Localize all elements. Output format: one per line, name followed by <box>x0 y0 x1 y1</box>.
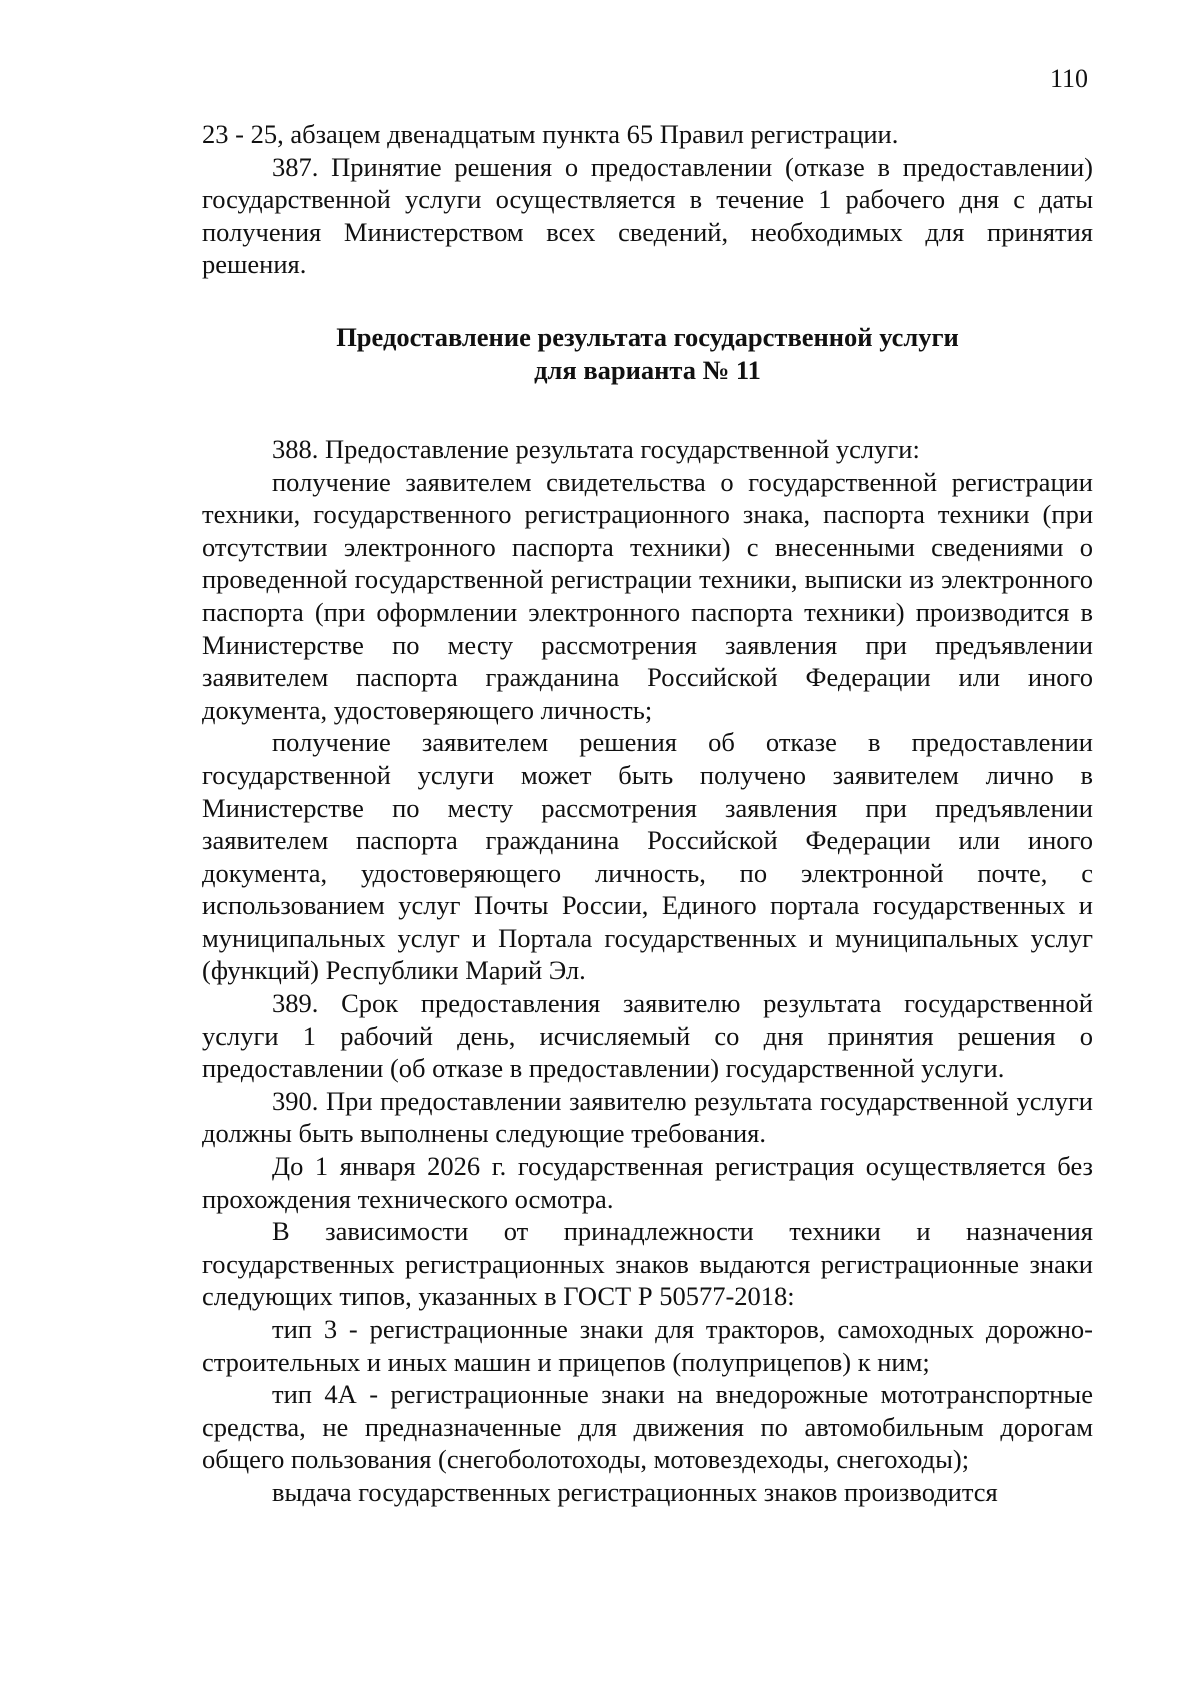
paragraph-387: 387. Принятие решения о предоставлении (отказе в предоставлении) государственной услуги осуществляется в течение 1 рабочего дня с даты получения Министерством всех сведений, необходимых для принятия решения. <box>202 151 1093 280</box>
paragraph-issuance: выдача государственных регистрационных знаков производится <box>272 1476 998 1507</box>
paragraph-388-item-refusal: получение заявителем решения об отказе в предоставлении государственной услуги может быть получено заявителем лично в Министерстве по месту рассмотрения заявления при предъявлении заявителем паспорта гражданина Российской Федерации или иного документа, удостоверяющего личность, по электронной почте, с использованием услуг Почты России, Единого портала государственных и муниципальных услуг и Портала государственных и муниципальных услуг (функций) Республики Марий Эл. <box>202 727 1093 986</box>
paragraph-388: 388. Предоставление результата государственной услуги: <box>272 433 920 464</box>
page-number: 110 <box>1049 64 1088 93</box>
paragraph-type-3: тип 3 - регистрационные знаки для тракторов, самоходных дорожно-строительных и иных машин и прицепов (полуприцепов) к ним; <box>202 1314 1093 1377</box>
paragraph-388-item-certificate: получение заявителем свидетельства о государственной регистрации техники, государственного регистрационного знака, паспорта техники (при отсутствии электронного паспорта техники) с внесенными сведениями о проведенной государственной регистрации техники, выписки из электронного паспорта (при оформлении электронного паспорта техники) производится в Министерстве по месту рассмотрения заявления при предъявлении заявителем паспорта гражданина Российской Федерации или иного документа, удостоверяющего личность; <box>202 466 1093 725</box>
paragraph-plate-types: В зависимости от принадлежности техники и назначения государственных регистрационных знаков выдаются регистрационные знаки следующих типов, указанных в ГОСТ Р 50577-2018: <box>202 1216 1093 1312</box>
section-heading-line-1: Предоставление результата государственной услуги <box>336 321 959 352</box>
document-body <box>202 118 1093 1509</box>
paragraph-inspection: До 1 января 2026 г. государственная регистрация осуществляется без прохождения технического осмотра. <box>202 1151 1093 1214</box>
section-heading-line-2: для варианта № 11 <box>534 354 761 385</box>
paragraph-389: 389. Срок предоставления заявителю результата государственной услуги 1 рабочий день, исчисляемый со дня принятия решения о предоставлении (об отказе в предоставлении) государственной услуги. <box>202 988 1093 1084</box>
paragraph-continuation: 23 - 25, абзацем двенадцатым пункта 65 Правил регистрации. <box>202 119 899 149</box>
paragraph-390: 390. При предоставлении заявителю результата государственной услуги должны быть выполнены следующие требования. <box>202 1085 1093 1149</box>
section-heading <box>202 321 1093 387</box>
paragraph-type-4a: тип 4А - регистрационные знаки на внедорожные мототранспортные средства, не предназначенные для движения по автомобильным дорогам общего пользования (снегоболотоходы, мотовездеходы, снегоходы); <box>202 1379 1093 1475</box>
